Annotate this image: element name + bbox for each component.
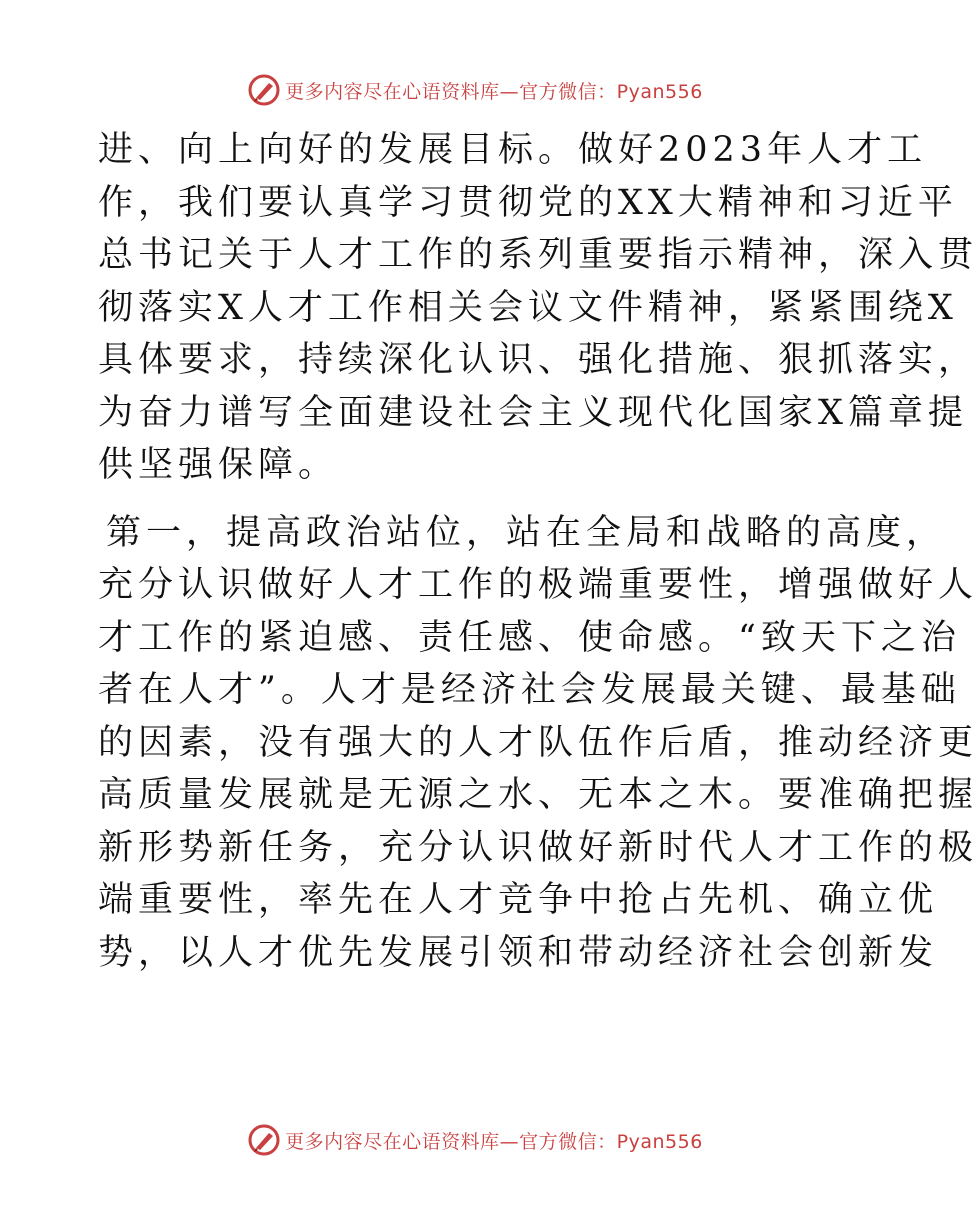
text-line: 才工作的紧迫感、责任感、使命感。“致天下之治 [98, 617, 961, 658]
text-line: 充分认识做好人才工作的极端重要性，增强做好人 [98, 565, 978, 605]
text-line: 总书记关于人才工作的系列重要指示精神，深入贯 [98, 235, 978, 275]
text-line: 供坚强保障。 [98, 445, 339, 485]
text-line: 者在人才”。人才是经济社会发展最关键、最基础 [98, 670, 961, 710]
footer-watermark [0, 1118, 950, 1162]
text-line: 势，以人才优先发展引领和带动经济社会创新发 [98, 932, 939, 973]
text-line: 端重要性，率先在人才竞争中抢占先机、确立优 [98, 880, 939, 920]
watermark-text: 更多内容尽在心语资料库—官方微信：Pyan556 [285, 80, 703, 103]
watermark-text: 更多内容尽在心语资料库—官方微信：Pyan556 [285, 1130, 703, 1153]
text-line: 具体要求，持续深化认识、强化措施、狠抓落实， [98, 340, 978, 380]
text-line: 彻落实X人才工作相关会议文件精神，紧紧围绕X [98, 287, 958, 328]
paragraph [98, 124, 978, 492]
pen-logo-icon [247, 73, 281, 107]
text-line: 第一，提高政治站位，站在全局和战略的高度， [106, 512, 947, 553]
text-line: 进、向上向好的发展目标。做好2023年人才工 [98, 130, 928, 170]
paragraph [98, 507, 978, 980]
text-line: 的因素，没有强大的人才队伍作后盾，推动经济更 [98, 722, 978, 763]
text-line: 新形势新任务，充分认识做好新时代人才工作的极 [98, 827, 978, 868]
document-body [98, 124, 978, 979]
text-line: 为奋力谱写全面建设社会主义现代化国家X篇章提 [98, 392, 968, 433]
text-line: 作，我们要认真学习贯彻党的XX大精神和习近平 [98, 182, 958, 223]
header-watermark [0, 68, 950, 112]
text-line: 高质量发展就是无源之水、无本之木。要准确把握 [98, 775, 978, 815]
pen-logo-icon [247, 1123, 281, 1157]
paragraph-spacer [98, 492, 858, 507]
